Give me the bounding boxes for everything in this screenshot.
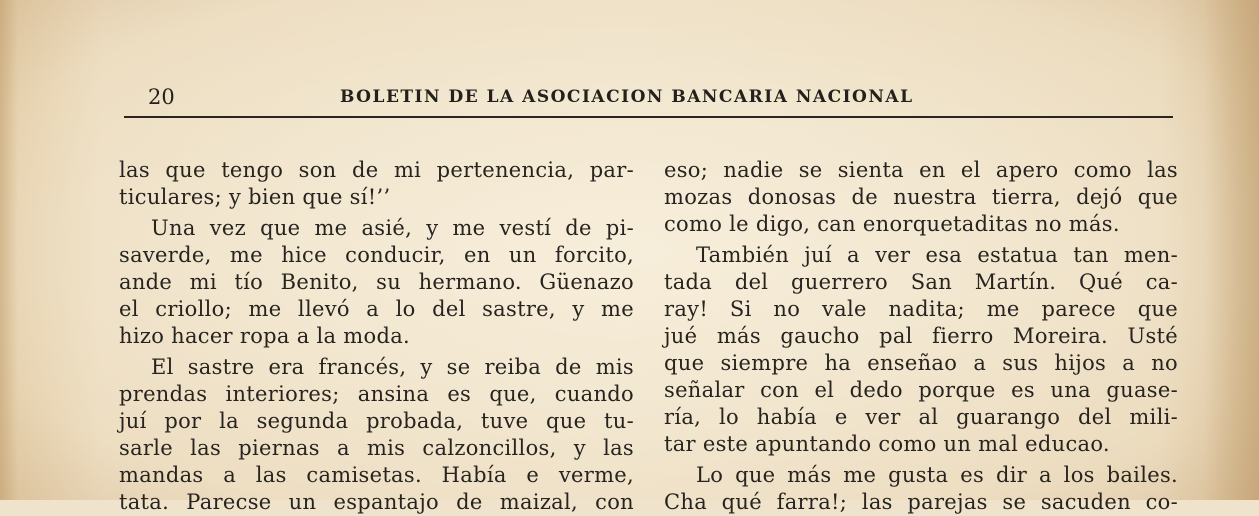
page-right-shadow (1204, 0, 1259, 500)
right-text-column (664, 157, 1178, 516)
text-line: saverde, me hice conducir, en un forcito, (119, 243, 634, 267)
paragraph (119, 157, 634, 211)
paragraph (119, 354, 634, 516)
text-line: tar este apuntando como un mal educao. (664, 432, 1110, 456)
text-line: Una vez que me asié, y me vestí de pi- (151, 216, 634, 240)
text-line: ticulares; y bien que sí!’’ (119, 185, 391, 209)
text-line: sarle las piernas a mis calzoncillos, y las (119, 436, 634, 460)
paragraph (119, 215, 634, 350)
header-rule (124, 116, 1173, 118)
paragraph (664, 157, 1178, 238)
text-line: tada del guerrero San Martín. Qué ca- (664, 270, 1178, 294)
text-line: jué más gaucho pal fierro Moreira. Usté (664, 324, 1178, 348)
text-line: juí por la segunda probada, tuve que tu- (119, 409, 634, 433)
paragraph (664, 462, 1178, 516)
text-line: prendas interiores; ansina es que, cuando (119, 382, 634, 406)
text-line: señalar con el dedo porque es una guase- (664, 378, 1178, 402)
text-line: tata. Parecse un espantajo de maizal, con (119, 490, 634, 514)
text-line: el criollo; me llevó a lo del sastre, y me (119, 297, 634, 321)
text-line: mandas a las camisetas. Había e verme, (119, 463, 634, 487)
page-number: 20 (148, 85, 175, 109)
text-line: hizo hacer ropa a la moda. (119, 324, 410, 348)
text-line: Lo que más me gusta es dir a los bailes. (696, 463, 1178, 487)
left-text-column (119, 157, 634, 516)
text-line: eso; nadie se sienta en el apero como las (664, 158, 1178, 182)
text-line: mozas donosas de nuestra tierra, dejó que (664, 185, 1178, 209)
text-line: las que tengo son de mi pertenencia, par- (119, 158, 634, 182)
journal-title: BOLETIN DE LA ASOCIACION BANCARIA NACIONAL (340, 87, 914, 107)
text-line: que siempre ha enseñao a sus hijos a no (664, 351, 1178, 375)
paragraph (664, 242, 1178, 458)
text-line: ría, lo había e ver al guarango del mili- (664, 405, 1178, 429)
page-left-shadow (0, 0, 18, 500)
text-line: ray! Si no vale nadita; me parece que (664, 297, 1178, 321)
text-line: como le digo, can enorquetaditas no más. (664, 212, 1120, 236)
text-line: ande mi tío Benito, su hermano. Güenazo (119, 270, 634, 294)
text-line: El sastre era francés, y se reiba de mis (151, 355, 634, 379)
text-line: También juí a ver esa estatua tan men- (696, 243, 1178, 267)
running-header (124, 86, 1174, 108)
text-line: Cha qué farra!; las parejas se sacuden co- (664, 490, 1178, 514)
